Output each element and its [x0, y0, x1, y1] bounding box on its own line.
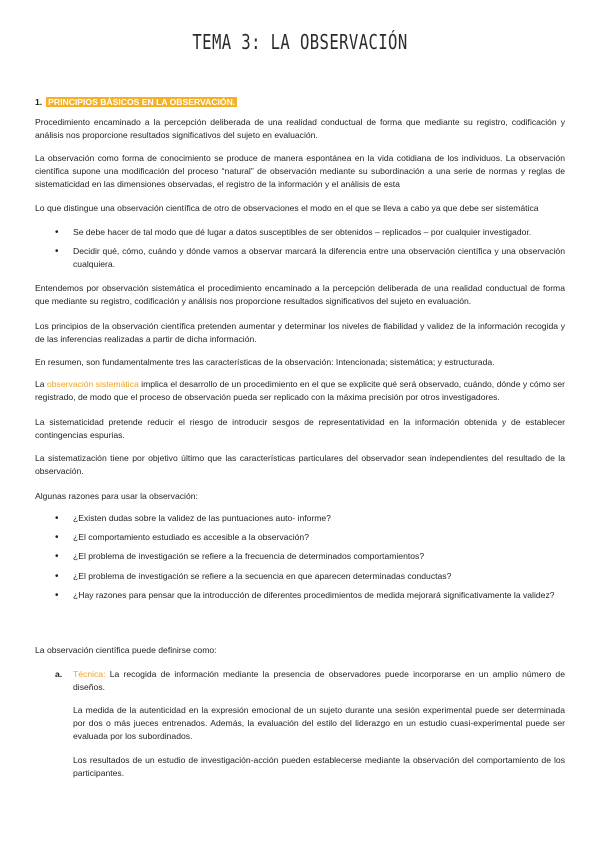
- paragraph-7: [35, 378, 565, 404]
- ordered-item-body: [73, 668, 565, 694]
- paragraph-1: [35, 116, 565, 142]
- ordered-item-marker: a.: [55, 669, 63, 679]
- paragraph-11: [35, 644, 565, 657]
- ordered-item-text: La recogida de información mediante la presencia de observadores puede incorporarse en un amplio número de diseños.: [73, 669, 565, 693]
- paragraph-9: [35, 452, 565, 478]
- paragraph-1-text: Procedimiento encaminado a la percepción deliberada de una realidad conductual de forma que mediante su registro, codificación y análisis nos proporcione resultados significativos del sujeto en evaluación.: [35, 117, 565, 141]
- term-observacion-sistematica: observación sistemática: [46, 379, 139, 389]
- paragraph-5-text: Los principios de la observación científica pretenden aumentar y determinar los niveles de fiabilidad y validez de la información recogida y de las inferencias realizadas a partir de dicha información.: [35, 321, 565, 345]
- list-item: • ¿Hay razones para pensar que la introducción de diferentes procedimientos de medida mejorará significativamente la validez?: [55, 589, 565, 602]
- paragraph-3: [35, 202, 565, 215]
- list-item: • Se debe hacer de tal modo que dé lugar a datos susceptibles de ser obtenidos – replicados – por cualquier investigador.: [55, 226, 565, 239]
- paragraph-11-text: La observación científica puede definirse como:: [35, 645, 217, 655]
- paragraph-9-text: La sistematización tiene por objetivo último que las características particulares del observador sean independientes del resultado de la observación.: [35, 453, 565, 477]
- paragraph-10: [35, 490, 565, 503]
- paragraph-2-text: La observación como forma de conocimiento se produce de manera espontánea en la vida cotidiana de los individuos. La observación científica supone una modificación del proceso “natural” de observación mediante su subordinación a una serie de normas y reglas de sistematicidad en las dimensiones observadas, el registro de la información y el análisis de esta: [35, 153, 565, 190]
- list-item: • ¿El comportamiento estudiado es accesible a la observación?: [55, 531, 565, 544]
- ordered-item-a: [55, 668, 565, 694]
- p7-pre: La: [35, 379, 47, 389]
- paragraph-8-text: La sistematicidad pretende reducir el riesgo de introducir sesgos de representatividad en la información obtenida y de establecer contingencias espurias.: [35, 417, 565, 441]
- list-item: • ¿El problema de investigación se refiere a la frecuencia de determinados comportamientos?: [55, 550, 565, 563]
- section-heading: [35, 96, 237, 109]
- section-number: 1.: [35, 97, 43, 107]
- bullet-list-2: [55, 512, 565, 602]
- sub-paragraph-1-text: La medida de la autenticidad en la expresión emocional de un sujeto durante una sesión experimental puede ser determinada por dos o más jueces entrenados. Además, la evaluación del estilo del liderazgo en un estudio cuasi-experimental puede ser evaluada por los subordinados.: [73, 705, 565, 742]
- sub-paragraph-2-text: Los resultados de un estudio de investigación-acción pueden establecerse mediante la observación del comportamiento de los participantes.: [73, 755, 565, 779]
- list-item: • Decidir qué, cómo, cuándo y dónde vamos a observar marcará la diferencia entre una observación científica y una observación cualquiera.: [55, 245, 565, 271]
- paragraph-7-text: [35, 378, 565, 404]
- paragraph-4: [35, 282, 565, 308]
- sub-paragraph-2: [73, 754, 565, 780]
- paragraph-5: [35, 320, 565, 346]
- paragraph-10-text: Algunas razones para usar la observación:: [35, 491, 198, 501]
- p7-post: implica el desarrollo de un procedimiento en el que se explicite qué será observado, cuándo, dónde y cómo ser registrado, de modo que el proceso de observación pueda ser replicado con la máxima precisión por otros investigadores.: [35, 379, 565, 403]
- term-tecnica: Técnica:: [73, 669, 106, 679]
- list-item: • ¿Existen dudas sobre la validez de las puntuaciones auto- informe?: [55, 512, 565, 525]
- page-title: TEMA 3: LA OBSERVACIÓN: [192, 30, 408, 54]
- list-item: • ¿El problema de investigación se refiere a la secuencia en que aparecen determinadas conductas?: [55, 570, 565, 583]
- paragraph-3-text: Lo que distingue una observación científica de otro de observaciones el modo en el que se lleva a cabo ya que debe ser sistemática: [35, 203, 539, 213]
- paragraph-4-text: Entendemos por observación sistemática el procedimiento encaminado a la percepción deliberada de una realidad conductual de forma que mediante su registro, codificación y análisis nos proporcione resultados significativos del sujeto en evaluación.: [35, 283, 565, 307]
- paragraph-2: [35, 152, 565, 192]
- sub-paragraph-1: [73, 704, 565, 744]
- paragraph-6: [35, 356, 565, 369]
- paragraph-6-text: En resumen, son fundamentalmente tres las características de la observación: Intencionada; sistemática; y estructurada.: [35, 357, 495, 367]
- paragraph-8: [35, 416, 565, 442]
- section-heading-highlight: PRINCIPIOS BÁSICOS EN LA OBSERVACIÓN.: [48, 97, 236, 107]
- bullet-list-1: [55, 226, 565, 272]
